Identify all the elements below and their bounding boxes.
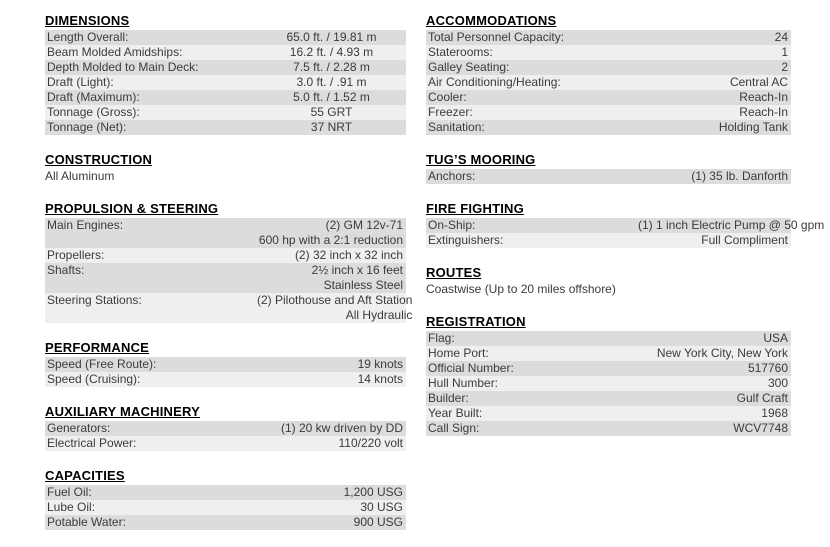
spec-row [45, 30, 406, 45]
spec-row [45, 372, 406, 387]
spec-label: Main Engines: [47, 218, 124, 232]
spec-value [257, 485, 406, 500]
spec-row [426, 361, 791, 376]
spec-value-line: New York City, New York [656, 346, 788, 360]
spec-label: Propellers: [47, 248, 105, 262]
spec-label: Steering Stations: [47, 293, 142, 307]
spec-value [638, 60, 791, 75]
spec-value [257, 248, 406, 263]
spec-row [426, 169, 791, 184]
spec-value-line: 65.0 ft. / 19.81 m [286, 30, 377, 44]
section-heading-text: FIRE FIGHTING [426, 201, 524, 216]
spec-value [257, 515, 406, 530]
spec-row [45, 500, 406, 515]
spec-row [45, 293, 413, 323]
spec-value-line: Central AC [729, 75, 788, 89]
spec-value-line: Gulf Craft [736, 391, 788, 405]
spec-value-line: 300 [767, 376, 788, 390]
section-heading-text: DIMENSIONS [45, 13, 130, 28]
section-heading-text: ROUTES [426, 265, 482, 280]
spec-value-line: (2) Pilothouse and Aft Station [257, 293, 413, 307]
spec-row [45, 421, 406, 436]
section-auxiliary-machinery [45, 404, 406, 451]
section-heading-text: CAPACITIES [45, 468, 125, 483]
spec-value-line: 3.0 ft. / .91 m [296, 75, 367, 89]
spec-label: Fuel Oil: [47, 485, 92, 499]
spec-value-line: (2) GM 12v-71 [325, 218, 403, 232]
spec-row [45, 90, 406, 105]
spec-value-line: (1) 1 inch Electric Pump @ 50 gpm [638, 218, 825, 232]
spec-label: Flag: [428, 331, 455, 345]
section-heading [45, 468, 406, 483]
spec-value [257, 60, 406, 75]
spec-value [257, 357, 406, 372]
spec-label: Extinguishers: [428, 233, 504, 247]
spec-value-line: 55 GRT [310, 105, 353, 119]
spec-value-line: 1,200 USG [343, 485, 403, 499]
spec-value-line: 517760 [747, 361, 788, 375]
spec-label: Generators: [47, 421, 111, 435]
spec-value [638, 45, 791, 60]
section-performance [45, 340, 406, 387]
spec-row [426, 391, 791, 406]
spec-value-line: Stainless Steel [323, 278, 403, 292]
spec-value [257, 90, 406, 105]
spec-row [426, 30, 791, 45]
spec-row [426, 406, 791, 421]
spec-label: Beam Molded Amidships: [47, 45, 183, 59]
section-heading-text: ACCOMMODATIONS [426, 13, 557, 28]
spec-label: Staterooms: [428, 45, 493, 59]
section-heading [45, 404, 406, 419]
spec-value [638, 105, 791, 120]
spec-value-line: 30 USG [360, 500, 403, 514]
spec-value [638, 30, 791, 45]
spec-row [426, 105, 791, 120]
spec-value [257, 218, 406, 248]
spec-label: Speed (Free Route): [47, 357, 157, 371]
spec-value-line: USA [763, 331, 788, 345]
section-heading-text: PROPULSION & STEERING [45, 201, 219, 216]
section-heading [426, 265, 791, 280]
spec-row [426, 90, 791, 105]
spec-value [638, 218, 827, 233]
spec-row [426, 60, 791, 75]
spec-row [426, 421, 791, 436]
spec-value-line: 19 knots [357, 357, 403, 371]
spec-row [45, 120, 406, 135]
section-text: All Aluminum [45, 169, 115, 183]
spec-value [257, 120, 406, 135]
spec-label: Tonnage (Gross): [47, 105, 140, 119]
spec-row [426, 75, 791, 90]
spec-value-line: 1968 [761, 406, 788, 420]
spec-value-line: 16.2 ft. / 4.93 m [289, 45, 374, 59]
spec-row [45, 485, 406, 500]
spec-row [45, 436, 406, 451]
spec-label: Year Built: [428, 406, 483, 420]
spec-row [426, 120, 791, 135]
spec-value-line: Full Compliment [701, 233, 788, 247]
spec-value-line: 5.0 ft. / 1.52 m [293, 90, 370, 104]
spec-label: Lube Oil: [47, 500, 96, 514]
spec-value-line: Holding Tank [718, 120, 788, 134]
section-heading [426, 314, 791, 329]
section-accommodations [426, 13, 791, 135]
section-tugs-mooring [426, 152, 791, 184]
spec-row [426, 218, 825, 233]
spec-label: Call Sign: [428, 421, 480, 435]
spec-label: Electrical Power: [47, 436, 137, 450]
spec-value [257, 293, 415, 323]
spec-label: Draft (Light): [47, 75, 114, 89]
spec-label: Anchors: [428, 169, 476, 183]
section-heading-text: REGISTRATION [426, 314, 526, 329]
spec-row [426, 376, 791, 391]
spec-value [257, 372, 406, 387]
spec-value [257, 500, 406, 515]
spec-value [257, 45, 406, 60]
section-heading [45, 152, 406, 167]
section-heading-text: TUG’S MOORING [426, 152, 536, 167]
spec-value-line: All Hydraulic [345, 308, 413, 322]
spec-value-line: 24 [774, 30, 788, 44]
section-capacities [45, 468, 406, 530]
spec-row [45, 105, 406, 120]
spec-label: Potable Water: [47, 515, 126, 529]
spec-value-line: 110/220 volt [338, 436, 403, 450]
spec-value [638, 346, 791, 361]
spec-value [638, 233, 791, 248]
spec-value-line: (2) 32 inch x 32 inch [294, 248, 403, 262]
spec-row [426, 233, 791, 248]
spec-label: Length Overall: [47, 30, 129, 44]
spec-value-line: 14 knots [357, 372, 403, 386]
spec-label: Draft (Maximum): [47, 90, 140, 104]
section-propulsion-steering [45, 201, 413, 323]
spec-value-line: WCV7748 [733, 421, 788, 435]
spec-value [638, 90, 791, 105]
spec-column-left [45, 13, 413, 547]
spec-value [257, 105, 406, 120]
spec-label: Home Port: [428, 346, 489, 360]
spec-value [257, 263, 406, 293]
section-heading [45, 201, 406, 216]
spec-value [638, 376, 791, 391]
spec-value [257, 75, 406, 90]
section-fire-fighting [426, 201, 825, 248]
spec-label: Cooler: [428, 90, 467, 104]
spec-value-line: 37 NRT [310, 120, 353, 134]
spec-label: Speed (Cruising): [47, 372, 141, 386]
section-heading [426, 152, 791, 167]
spec-row [426, 331, 791, 346]
spec-value-line: (1) 35 lb. Danforth [691, 169, 788, 183]
spec-row [45, 263, 406, 293]
spec-label: Builder: [428, 391, 469, 405]
spec-value-line: 2½ inch x 16 feet [311, 263, 403, 277]
spec-label: Depth Molded to Main Deck: [47, 60, 199, 74]
spec-value [638, 391, 791, 406]
section-registration [426, 314, 791, 436]
spec-label: Hull Number: [428, 376, 499, 390]
spec-value-line: 7.5 ft. / 2.28 m [293, 60, 370, 74]
section-dimensions [45, 13, 406, 135]
spec-value [638, 331, 791, 346]
spec-label: Official Number: [428, 361, 514, 375]
section-heading [426, 201, 791, 216]
spec-value [638, 120, 791, 135]
section-heading [426, 13, 791, 28]
spec-label: Sanitation: [428, 120, 485, 134]
spec-value [638, 421, 791, 436]
spec-label: Freezer: [428, 105, 473, 119]
spec-value [638, 406, 791, 421]
section-heading-text: PERFORMANCE [45, 340, 150, 355]
section-heading [45, 13, 406, 28]
section-text: Coastwise (Up to 20 miles offshore) [426, 282, 616, 296]
section-heading [45, 340, 406, 355]
spec-label: Tonnage (Net): [47, 120, 127, 134]
spec-value-line: Reach-In [739, 105, 788, 119]
section-heading-text: CONSTRUCTION [45, 152, 153, 167]
spec-value [257, 30, 406, 45]
spec-row [45, 75, 406, 90]
section-routes [426, 265, 791, 297]
spec-row [45, 248, 406, 263]
spec-row [426, 346, 791, 361]
spec-row [426, 45, 791, 60]
spec-value [638, 361, 791, 376]
spec-value [257, 436, 406, 451]
spec-row [45, 515, 406, 530]
spec-label: On-Ship: [428, 218, 476, 232]
spec-value-line: 2 [781, 60, 788, 74]
spec-label: Total Personnel Capacity: [428, 30, 565, 44]
spec-row [45, 60, 406, 75]
spec-value-line: 600 hp with a 2:1 reduction [258, 233, 403, 247]
spec-value [257, 421, 406, 436]
spec-value-line: 900 USG [353, 515, 403, 529]
spec-row [45, 45, 406, 60]
spec-value [638, 169, 791, 184]
spec-value-line: 1 [781, 45, 788, 59]
spec-row [45, 357, 406, 372]
spec-value [638, 75, 791, 90]
spec-label: Galley Seating: [428, 60, 510, 74]
spec-value-line: Reach-In [739, 90, 788, 104]
spec-label: Shafts: [47, 263, 85, 277]
section-construction [45, 152, 406, 184]
spec-value-line: (1) 20 kw driven by DD [280, 421, 403, 435]
spec-row [45, 218, 406, 248]
section-heading-text: AUXILIARY MACHINERY [45, 404, 200, 419]
spec-column-right [426, 13, 825, 453]
spec-label: Air Conditioning/Heating: [428, 75, 561, 89]
